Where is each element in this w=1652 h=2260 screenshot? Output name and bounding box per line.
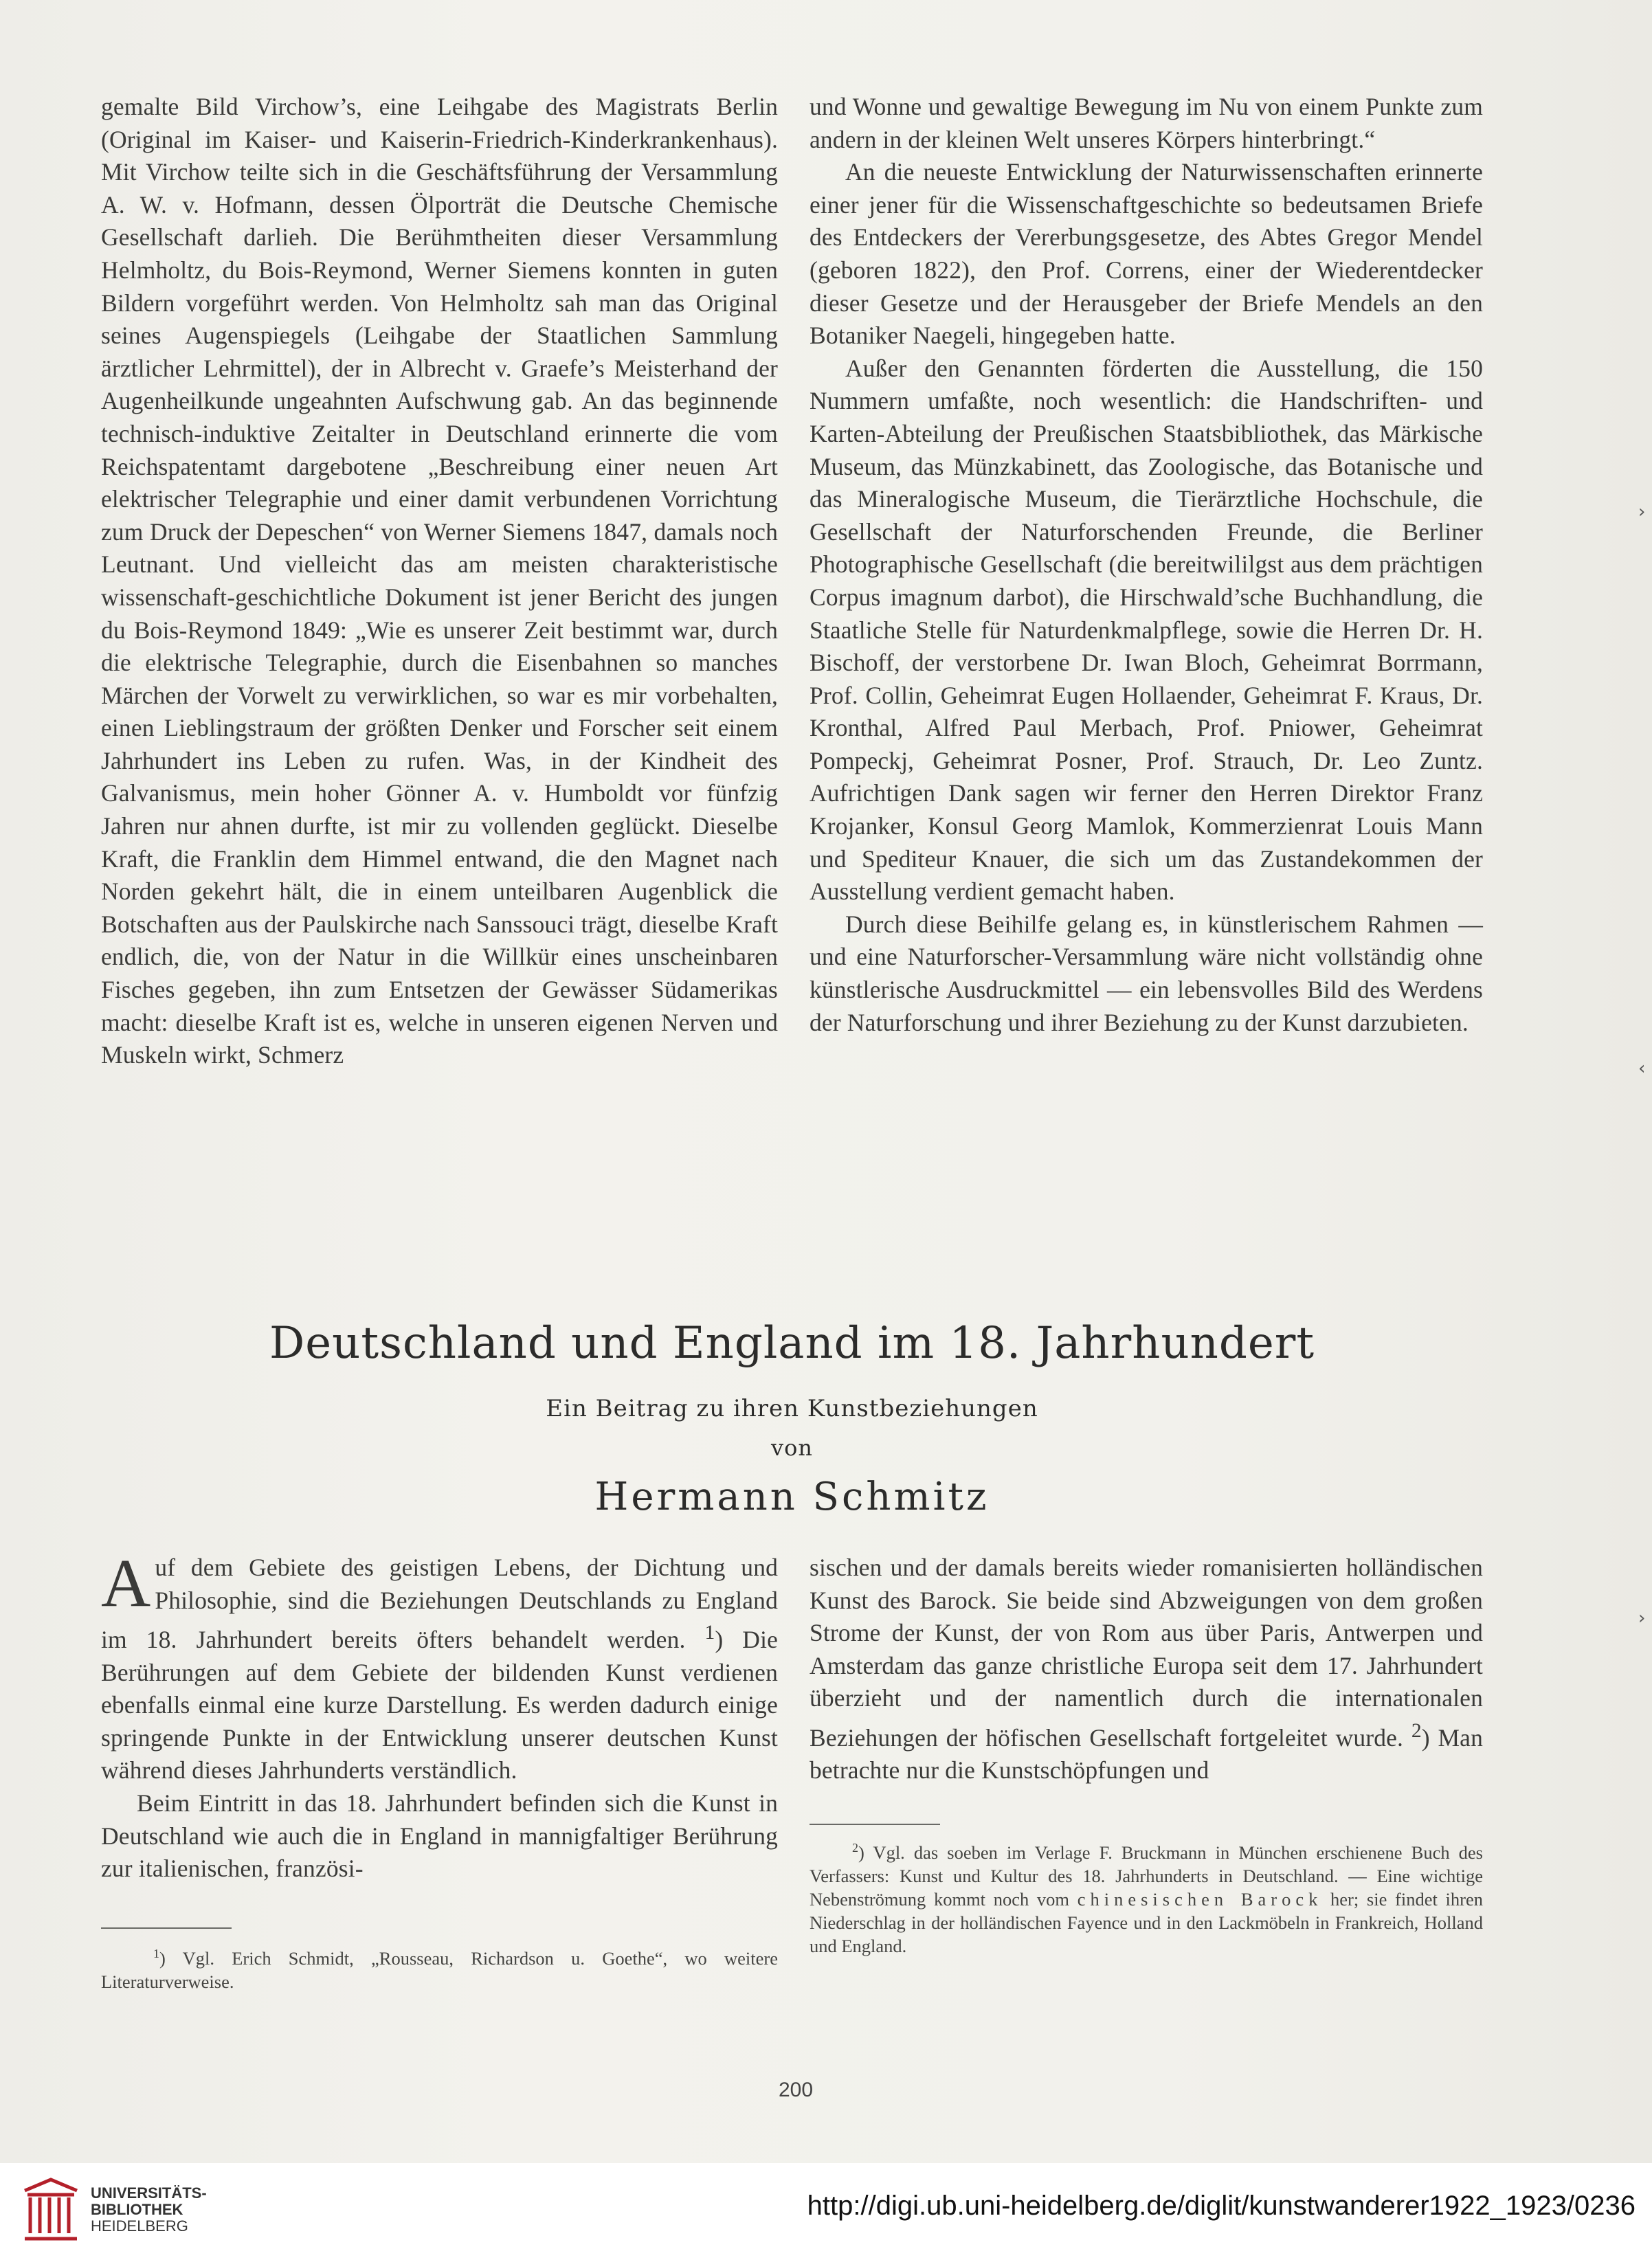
- top-right-column: [810, 91, 1483, 1039]
- paragraph-text: sischen und der damals bereits wieder romanisierten holländischen Kunst des Barock. Sie beide sind Abzweigungen von dem großen Strome der Kunst, der von Rom aus über Paris, Antwerpen und Amsterdam das ganze christliche Europa seit dem 17. Jahrhundert überzieht und der namentlich durch die internationalen Beziehungen der höfischen Gesellschaft fortgeleitet wurde.: [810, 1554, 1483, 1752]
- paragraph: An die neueste Entwicklung der Naturwissenschaften erinnerte einer jener für die Wissenschaftgeschichte so bedeutsamen Briefe des Entdeckers der Vererbungsgesetze, des Abtes Gregor Mendel (geboren 1822), den Prof. Correns, einer der Wiederentdecker dieser Gesetze und der Herausgeber der Briefe Mendels an den Botaniker Naegeli, hingegeben hatte.: [810, 158, 1483, 350]
- footnote-text: ) Vgl. das soeben im Verlage F. Bruckmann in München erschienene Buch des Verfassers: Kunst und Kultur des 18. Jahrhunderts in Deutschland. — Eine wichtige Nebenströmung kommt noch vom: [810, 1842, 1483, 1910]
- article-subtitle: Ein Beitrag zu ihren Kunstbeziehungen: [546, 1395, 1038, 1422]
- footer-bar: [0, 2163, 1652, 2260]
- article-byline: von: [771, 1435, 813, 1461]
- footnote-divider: [101, 1927, 232, 1929]
- footnote-emphasis: chinesischen Barock: [1077, 1888, 1323, 1910]
- footnote-ref: 2: [1411, 1719, 1422, 1742]
- paragraph-text: ) Die Berührungen auf dem Gebiete der bildenden Kunst verdienen ebenfalls einmal eine kurze Darstellung. Es werden dadurch einige springende Punkte in der Entwicklung unserer deutschen Kunst während dieses Jahrhunderts verständlich.: [101, 1626, 778, 1784]
- paragraph-text: uf dem Gebiete des geistigen Lebens, der Dichtung und Philosophie, sind die Beziehungen Deutschlands zu England im 18. Jahrhundert bereits öfters behandelt werden.: [101, 1554, 778, 1654]
- page-number: 200: [778, 2079, 814, 2101]
- paragraph: [101, 1545, 778, 1787]
- footnote-2: [810, 1836, 1483, 1958]
- footnote-mark: 2: [852, 1841, 858, 1855]
- library-name: [91, 2185, 207, 2235]
- scan-mark: ›: [1638, 1608, 1646, 1629]
- paragraph: Beim Eintritt in das 18. Jahrhundert befinden sich die Kunst in Deutschland wie auch die in England in mannigfaltiger Berührung zur italienischen, französi-: [101, 1789, 778, 1883]
- paragraph: gemalte Bild Virchow’s, eine Leihgabe des Magistrats Berlin (Original im Kaiser- und Kaiserin-Friedrich-Kinderkrankenhaus). Mit Virchow teilte sich in die Geschäftsführung der Versammlung A. W. v. Hofmann, dessen Ölporträt die Deutsche Chemische Gesellschaft darlieh. Die Berühmtheiten dieser Versammlung Helmholtz, du Bois-Reymond, Werner Siemens konnten in guten Bildern vorgeführt werden. Von Helmholtz sah man das Original seines Augenspiegels (Leihgabe der Staatlichen Sammlung ärztlicher Lehrmittel), der in Albrecht v. Graefe’s Meisterhand der Augenheilkunde ungeahnten Aufschwung gab. An das beginnende technisch-induktive Zeitalter in Deutschland erinnerte die vom Reichspatentamt dargebotene „Beschreibung einer neuen Art elektrischer Telegraphie und einer damit verbundenen Vorrichtung zum Druck der Depeschen“ von Werner Siemens 1847, damals noch Leutnant. Und vielleicht das am meisten charakteristische wissenschaft-geschichtliche Dokument ist jener Bericht des jungen du Bois-Reymond 1849: „Wie es unserer Zeit bestimmt war, durch die elektrische Telegraphie, durch die Eisenbahnen so manches Märchen der Vorwelt zu verwirklichen, so war es mir vorbehalten, einen Lieblingstraum der größten Denker und Forscher seit einem Jahrhundert ins Leben zu rufen. Was, in der Kindheit des Galvanismus, mein hoher Gönner A. v. Humboldt vor fünfzig Jahren nur ahnen durfte, ist mir zu vollenden geglückt. Dieselbe Kraft, die Franklin dem Himmel entwand, die den Magnet nach Norden gekehrt hält, die in einem unteilbaren Augenblick die Botschaften aus der Paulskirche nach Sanssouci trägt, dieselbe Kraft endlich, die, von der Natur in die Willkür eines unscheinbaren Fisches gegeben, ihn zum Entsetzen der Gewässer Südamerikas macht: dieselbe Kraft ist es, welche in unseren eigenen Nerven und Muskeln wirkt, Schmerz: [101, 93, 778, 1069]
- paragraph: Durch diese Beihilfe gelang es, in künstlerischem Rahmen — und eine Naturforscher-Versammlung wäre nicht vollständig ohne künstlerische Ausdruckmittel — ein lebensvolles Bild des Werdens der Naturforschung und ihrer Beziehung zu der Kunst darzubieten.: [810, 910, 1483, 1036]
- drop-cap: A: [101, 1545, 151, 1621]
- article-title: Deutschland und England im 18. Jahrhundert: [269, 1318, 1315, 1369]
- paragraph: [810, 1552, 1483, 1787]
- article-author: Hermann Schmitz: [594, 1475, 990, 1519]
- library-logo-icon[interactable]: [21, 2177, 81, 2243]
- source-url-link[interactable]: http://digi.ub.uni-heidelberg.de/diglit/kunstwanderer1922_1923/0236: [807, 2191, 1636, 2221]
- footnote-1: [101, 1942, 778, 1993]
- paragraph-text: ) Man betrachte nur die Kunstschöpfungen und: [810, 1723, 1483, 1784]
- footnote-divider: [810, 1824, 940, 1825]
- library-name-line: BIBLIOTHEK: [91, 2201, 183, 2218]
- footnote-text: her; sie findet ihren Niederschlag in der holländischen Fayence und in den Lackmöbeln in Frankreich, Holland und England.: [810, 1888, 1483, 1956]
- library-name-line: UNIVERSITÄTS-: [91, 2184, 207, 2202]
- scan-mark: ›: [1638, 502, 1646, 522]
- top-left-column: [101, 91, 778, 1072]
- paragraph: Außer den Genannten förderten die Ausstellung, die 150 Nummern umfaßte, noch wesentlich: die Handschriften- und Karten-Abteilung der Preußischen Staatsbibliothek, das Märkische Museum, das Münzkabinett, das Zoologische, das Botanische und das Mineralogische Museum, die Tierärztliche Hochschule, die Gesellschaft der Naturforschenden Freunde, die Berliner Photographische Gesellschaft (die bereitwililgst aus dem prächtigen Corpus imagnum darbot), die Hirschwald’sche Buchhandlung, die Staatliche Stelle für Naturdenkmalpflege, sowie die Herren Dr. H. Bischoff, der verstorbene Dr. Iwan Bloch, Geheimrat Borrmann, Prof. Collin, Geheimrat Eugen Hollaender, Geheimrat F. Kraus, Dr. Kronthal, Alfred Paul Merbach, Prof. Pniower, Geheimrat Pompeckj, Geheimrat Posner, Prof. Strauch, Dr. Leo Zuntz. Aufrichtigen Dank sagen wir ferner den Herren Direktor Franz Krojanker, Konsul Georg Mamlok, Kommerzienrat Louis Mann und Spediteur Knauer, die sich um das Zustandekommen der Ausstellung verdient gemacht haben.: [810, 354, 1483, 906]
- paragraph: und Wonne und gewaltige Bewegung im Nu von einem Punkte zum andern in der kleinen Welt unseres Körpers hinterbringt.“: [810, 93, 1483, 153]
- bottom-right-column: [810, 1552, 1483, 1787]
- bottom-left-column: [101, 1545, 778, 1886]
- footnote-ref: 1: [704, 1622, 715, 1644]
- library-name-line: HEIDELBERG: [91, 2217, 188, 2235]
- footnote-mark: 1: [153, 1947, 159, 1960]
- scan-mark: ‹: [1638, 1058, 1646, 1079]
- footnote-text: ) Vgl. Erich Schmidt, „Rousseau, Richardson u. Goethe“, wo weitere Literaturverweise.: [101, 1947, 778, 1992]
